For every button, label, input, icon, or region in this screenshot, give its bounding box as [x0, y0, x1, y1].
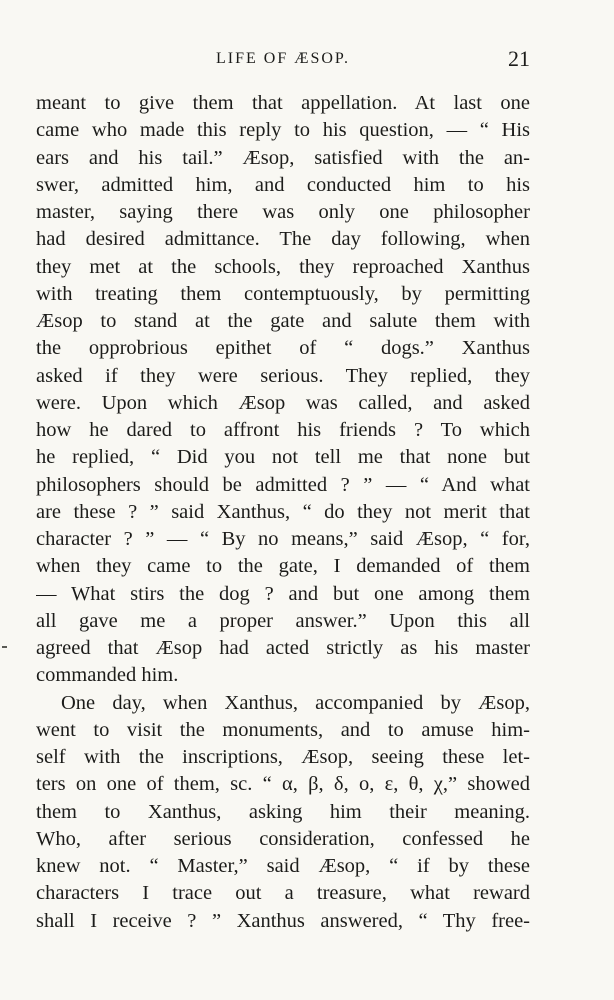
text-line: philosophers should be admitted ? ” — “ And what	[36, 473, 530, 496]
margin-mark	[2, 646, 7, 648]
text-line: all gave me a proper answer.” Upon this all	[36, 609, 530, 632]
text-line: how he dared to affront his friends ? To which	[36, 419, 530, 441]
text-line: — What stirs the dog ? and but one among them	[36, 582, 530, 605]
text-line: shall I receive ? ” Xanthus answered, “ Thy free-	[36, 909, 530, 932]
paragraph-start-line: One day, when Xanthus, accompanied by Æsop,	[61, 691, 530, 714]
running-head	[36, 46, 530, 76]
running-title: LIFE OF ÆSOP.	[215, 50, 351, 67]
text-line: character ? ” — “ By no means,” said Æsop, “ for,	[36, 528, 530, 550]
text-line: Who, after serious consideration, confessed he	[36, 827, 530, 850]
text-line: characters I trace out a treasure, what reward	[36, 882, 530, 905]
text-line: self with the inscriptions, Æsop, seeing these let-	[36, 746, 530, 768]
text-line: are these ? ” said Xanthus, “ do they not merit that	[36, 500, 530, 523]
text-line: ears and his tail.” Æsop, satisfied with the an-	[36, 146, 530, 169]
paragraph-end-line: commanded him.	[36, 664, 179, 687]
text-line: Æsop to stand at the gate and salute them with	[36, 310, 530, 332]
page-number: 21	[508, 46, 530, 71]
text-line: had desired admittance. The day following, when	[36, 228, 530, 251]
text-line: master, saying there was only one philosopher	[36, 201, 530, 223]
body-text	[36, 90, 530, 935]
text-line: knew not. “ Master,” said Æsop, “ if by these	[36, 855, 530, 877]
text-line: when they came to the gate, I demanded of them	[36, 555, 530, 578]
text-line: the opprobrious epithet of “ dogs.” Xanthus	[36, 337, 530, 360]
text-line: they met at the schools, they reproached Xanthus	[36, 255, 530, 278]
text-line: swer, admitted him, and conducted him to his	[36, 173, 530, 196]
text-line: ters on one of them, sc. “ α, β, δ, ο, ε, θ, χ,” showed	[36, 773, 530, 796]
text-line: meant to give them that appellation. At last one	[36, 92, 530, 114]
text-line: were. Upon which Æsop was called, and asked	[36, 391, 530, 414]
text-line: he replied, “ Did you not tell me that none but	[36, 446, 530, 469]
text-line: with treating them contemptuously, by permitting	[36, 282, 530, 305]
text-line: went to visit the monuments, and to amuse him-	[36, 718, 530, 741]
text-line: agreed that Æsop had acted strictly as his master	[36, 637, 530, 659]
text-line: came who made this reply to his question, — “ His	[36, 119, 530, 142]
text-line: asked if they were serious. They replied, they	[36, 364, 530, 387]
text-line: them to Xanthus, asking him their meaning.	[36, 800, 530, 823]
